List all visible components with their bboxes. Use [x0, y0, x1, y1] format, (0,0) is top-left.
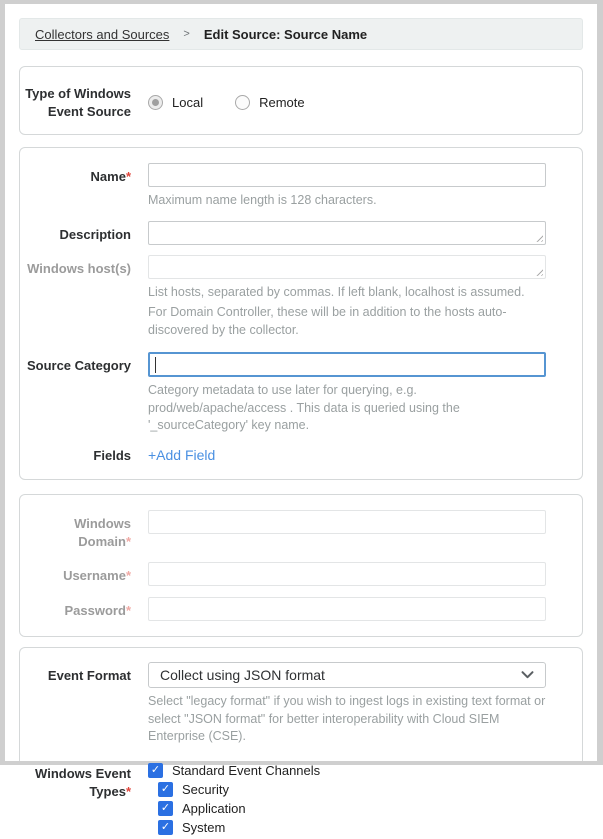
- windows-domain-required-marker: *: [125, 534, 131, 550]
- credentials-card: [19, 494, 583, 637]
- checkbox-label: System: [182, 819, 226, 835]
- breadcrumb-separator: >: [183, 28, 190, 40]
- event-types-checkbox-list: [148, 760, 546, 839]
- radio-local-selected-icon[interactable]: [148, 95, 163, 110]
- radio-local-label: Local: [172, 95, 204, 111]
- windows-domain-label: Windows Domain*: [74, 516, 131, 550]
- checkbox-label: Standard Event Channels: [172, 762, 321, 778]
- resize-handle-icon[interactable]: [534, 267, 543, 276]
- checked-checkbox-icon[interactable]: ✓: [158, 801, 173, 816]
- name-helper-text: Maximum name length is 128 characters.: [148, 193, 377, 208]
- event-settings-card: [19, 647, 583, 835]
- windows-hosts-label: Windows host(s): [27, 260, 131, 276]
- checked-checkbox-icon[interactable]: ✓: [158, 820, 173, 835]
- event-format-selected-value: Collect using JSON format: [160, 667, 325, 684]
- windows-hosts-helper-2: For Domain Controller, these will be in addition to the hosts auto-discovered by the collector.: [148, 305, 507, 337]
- checkbox-application[interactable]: [158, 801, 546, 816]
- chevron-down-icon: [521, 671, 534, 679]
- event-format-select[interactable]: [148, 662, 546, 688]
- checked-checkbox-icon[interactable]: ✓: [148, 763, 163, 778]
- name-required-marker: *: [125, 169, 131, 185]
- radio-option-remote[interactable]: [235, 95, 305, 110]
- checkbox-system[interactable]: [158, 820, 546, 835]
- fields-label: Fields: [93, 447, 131, 463]
- resize-handle-icon[interactable]: [534, 233, 543, 242]
- windows-event-types-label: Windows Event Types*: [35, 765, 131, 800]
- radio-remote-icon[interactable]: [235, 95, 250, 110]
- general-settings-card: [19, 147, 583, 480]
- source-category-input[interactable]: [148, 352, 546, 377]
- radio-option-local[interactable]: [148, 95, 203, 110]
- windows-hosts-textarea[interactable]: [148, 255, 546, 279]
- checkbox-label: Application: [182, 800, 246, 816]
- source-category-label: Source Category: [26, 358, 131, 374]
- username-label: Username*: [63, 568, 131, 584]
- username-required-marker: *: [125, 568, 131, 584]
- checked-checkbox-icon[interactable]: ✓: [158, 782, 173, 797]
- windows-hosts-helper-1: List hosts, separated by commas. If left blank, localhost is assumed.: [148, 284, 525, 299]
- name-input[interactable]: [148, 163, 546, 187]
- add-field-link[interactable]: +Add Field: [148, 446, 216, 463]
- windows-domain-input[interactable]: [148, 510, 546, 534]
- type-of-source-label: Type of Windows Event Source: [25, 86, 131, 120]
- source-category-helper: Category metadata to use later for querying, e.g. prod/web/apache/access . This data is queried using the '_sourceCategory' key name.: [148, 383, 460, 433]
- checkbox-label: Security: [182, 781, 229, 797]
- password-label: Password*: [64, 603, 131, 619]
- username-input[interactable]: [148, 562, 546, 586]
- type-of-source-card: [19, 66, 583, 135]
- source-type-radio-group: [148, 80, 546, 121]
- checkbox-security[interactable]: [158, 782, 546, 797]
- name-label: Name*: [90, 169, 131, 185]
- event-format-label: Event Format: [47, 668, 131, 684]
- password-required-marker: *: [125, 603, 131, 619]
- text-caret: [155, 357, 156, 373]
- windows-event-types-required-marker: *: [125, 784, 131, 800]
- breadcrumb-link-collectors-and-sources[interactable]: Collectors and Sources: [35, 26, 170, 42]
- breadcrumb: [19, 18, 583, 50]
- page-title: Edit Source: Source Name: [203, 26, 368, 42]
- checkbox-standard-event-channels[interactable]: [148, 763, 546, 778]
- description-textarea[interactable]: [148, 221, 546, 245]
- password-input[interactable]: [148, 597, 546, 621]
- radio-remote-label: Remote: [259, 95, 305, 111]
- description-label: Description: [59, 226, 131, 242]
- event-format-helper: Select "legacy format" if you wish to ingest logs in existing text format or select "JSON format" for better interoperability with Cloud SIEM Enterprise (CSE).: [148, 694, 546, 744]
